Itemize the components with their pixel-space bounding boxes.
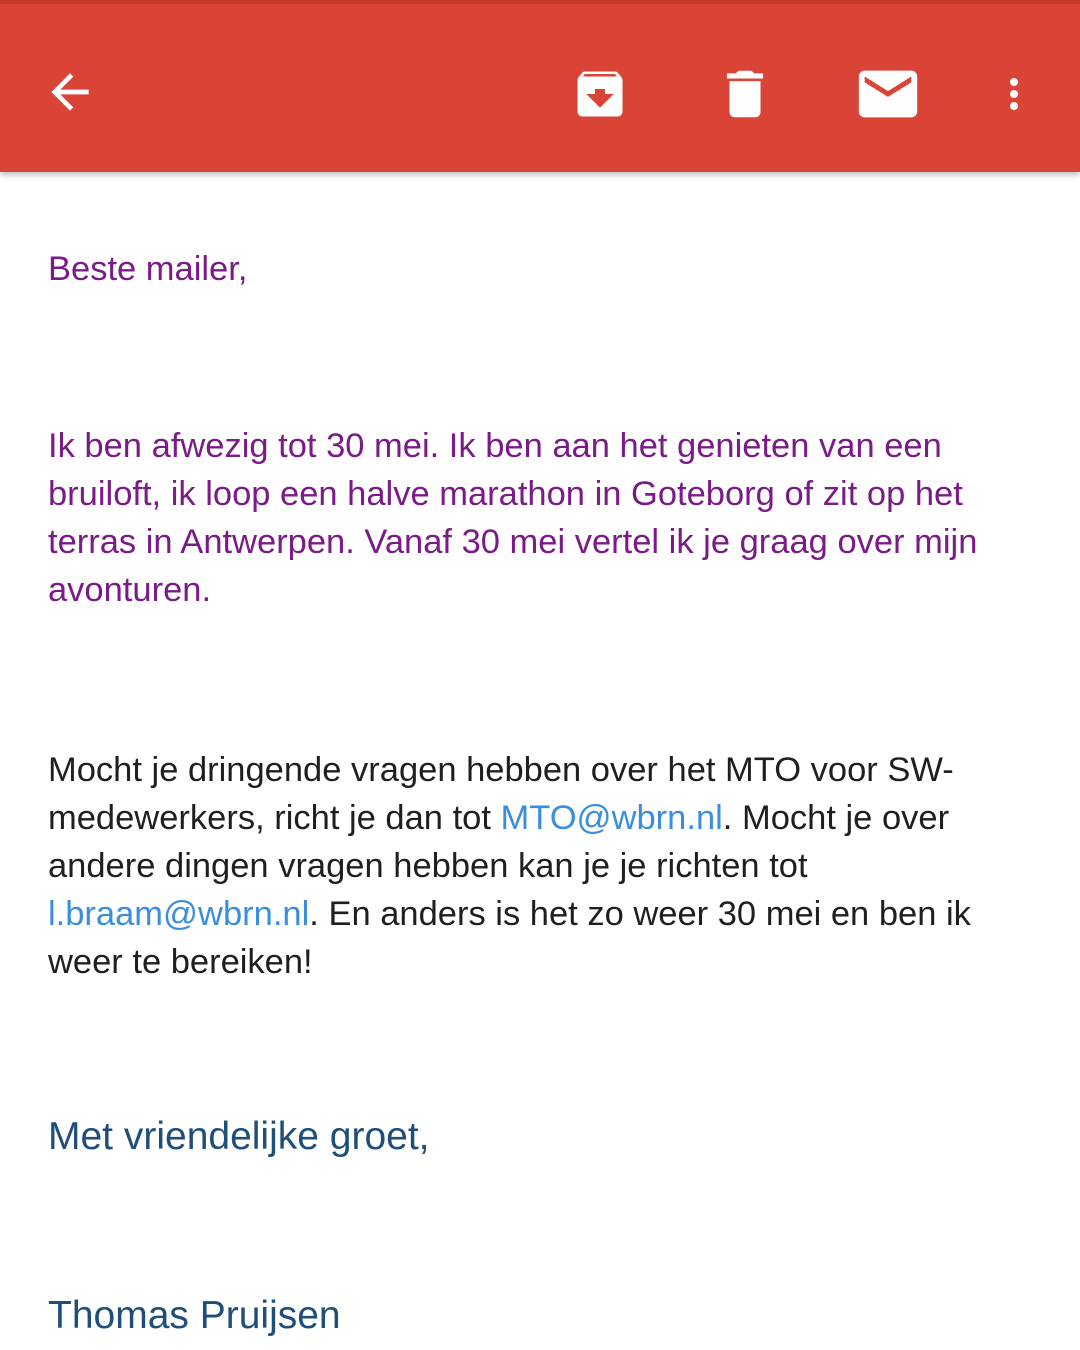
closing: Met vriendelijke groet, [48,1115,430,1158]
mail-icon [853,59,923,129]
delete-button[interactable] [705,54,785,134]
more-options-button[interactable] [990,54,1038,134]
contact-text-1: Mocht je dringende vragen hebben over het MTO voor SW-medewerkers, richt je dan tot [48,751,954,837]
greeting: Beste mailer, [48,250,248,288]
arrow-back-icon [42,64,98,120]
absence-paragraph: Ik ben afwezig tot 30 mei. Ik ben aan het genieten van een bruiloft, ik loop een halve marathon in Goteborg of zit op het terras in Antwerpen. Vanaf 30 mei vertel ik je graag over mijn avonturen. [48,427,978,609]
contact-text-2: . Mocht je over andere dingen vragen hebben kan je je richten tot [48,799,950,885]
contact-text-3: . En anders is het zo weer 30 mei en ben ik weer te bereiken! [48,895,971,981]
archive-button[interactable] [560,54,640,134]
more-vert-icon [990,66,1038,122]
signature: Thomas Pruijsen [48,1294,341,1337]
mto-email-link[interactable]: MTO@wbrn.nl [500,799,723,837]
contact-paragraph [48,746,1023,986]
archive-icon [570,64,630,124]
braam-email-link[interactable]: l.braam@wbrn.nl [48,895,310,933]
back-button[interactable] [30,52,110,132]
mark-unread-button[interactable] [848,54,928,134]
trash-icon [714,63,776,125]
app-toolbar [0,0,1080,172]
